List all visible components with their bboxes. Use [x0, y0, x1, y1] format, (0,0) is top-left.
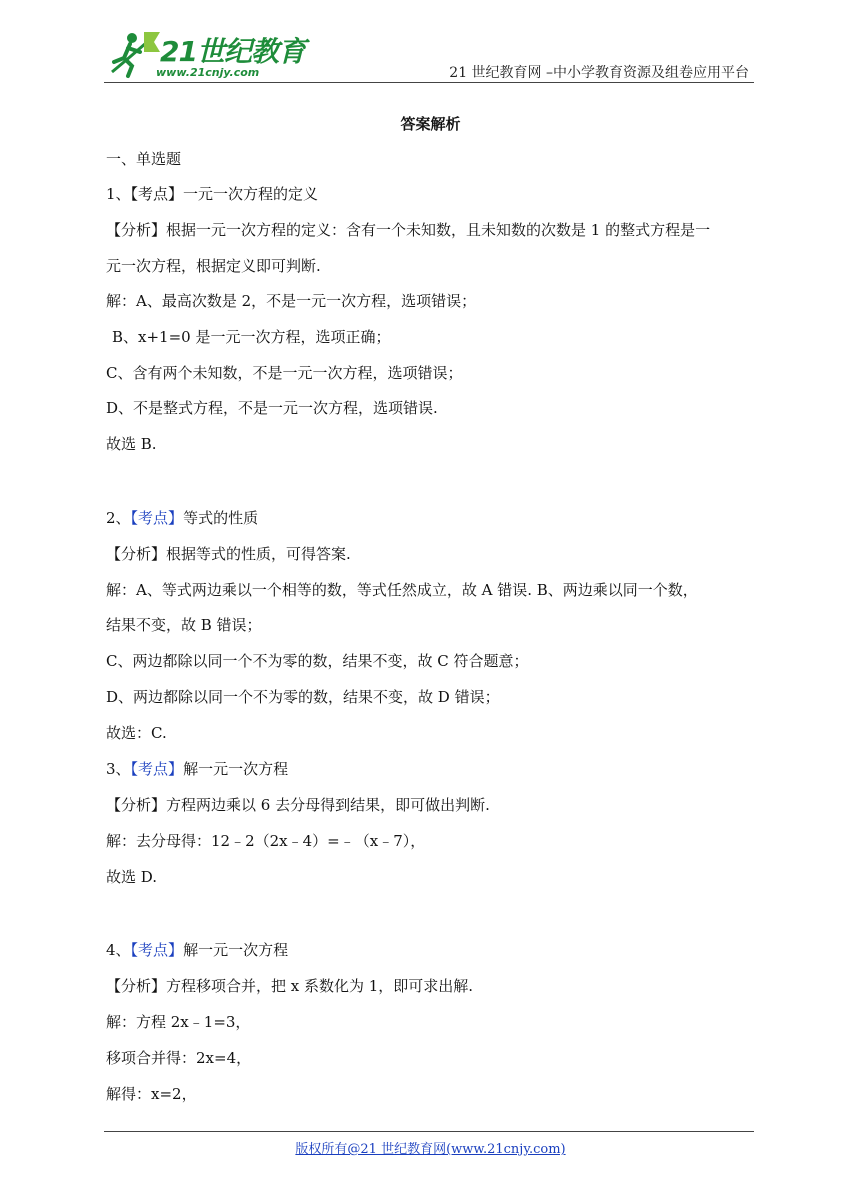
text-line: 【分析】根据一元一次方程的定义：含有一个未知数，且未知数的次数是 1 的整式方程是一 [106, 221, 711, 239]
text-line [106, 507, 258, 529]
footer-copyright-link[interactable]: 版权所有@21 世纪教育网(www.21cnjy.com) [295, 1142, 566, 1157]
text-line: D、两边都除以同一个不为零的数，结果不变，故 D 错误； [106, 688, 500, 706]
kaodian-tag: 【考点】 [130, 941, 184, 959]
text-line: 结果不变，故 B 错误； [106, 616, 262, 634]
text-line: 【分析】方程两边乘以 6 去分母得到结果，即可做出判断. [106, 796, 490, 814]
text-line: 【分析】方程移项合并，把 x 系数化为 1，即可求出解. [106, 977, 474, 995]
page-title: 答案解析 [400, 115, 461, 133]
text-line: 故选 D. [106, 868, 158, 886]
text-line: 一、单选题 [106, 150, 182, 168]
site-logo [104, 28, 305, 83]
text-line: 【分析】根据等式的性质，可得答案. [106, 545, 351, 563]
text-line: 元一次方程，根据定义即可判断. [106, 257, 321, 275]
kaodian-tag: 【考点】 [130, 509, 184, 527]
page-header [0, 0, 861, 90]
text-line: D、不是整式方程，不是一元一次方程，选项错误. [106, 399, 438, 417]
text-line: 故选 B. [106, 435, 157, 453]
header-divider [104, 82, 754, 83]
text-line: 解：A、等式两边乘以一个相等的数，等式任然成立，故 A 错误. B、两边乘以同一个数， [106, 581, 698, 599]
text-line [106, 758, 288, 780]
runner-logo-icon [104, 28, 164, 83]
kaodian-tag: 【考点】 [130, 760, 184, 778]
header-site-name: 21 世纪教育网 –中小学教育资源及组卷应用平台 [449, 65, 749, 81]
text-line: 解：A、最高次数是 2，不是一元一次方程，选项错误； [106, 292, 477, 310]
question-number: 3、 [106, 760, 131, 778]
text-line: 解：去分母得：12﹣2（2x﹣4）=﹣（x﹣7）， [106, 832, 426, 850]
question-number: 4、 [106, 941, 131, 959]
footer-divider [104, 1131, 754, 1132]
text-line: B、x+1=0 是一元一次方程，选项正确； [112, 328, 391, 346]
text-line: C、两边都除以同一个不为零的数，结果不变，故 C 符合题意； [106, 652, 529, 670]
kaodian-topic: 解一元一次方程 [183, 941, 289, 959]
text-line: 解：方程 2x﹣1=3， [106, 1013, 251, 1031]
text-line: 故选：C. [106, 724, 167, 742]
kaodian-topic: 等式的性质 [183, 509, 259, 527]
text-line [106, 939, 288, 961]
text-line: 1、【考点】一元一次方程的定义 [106, 185, 319, 203]
logo-brand-text: 21世纪教育 [160, 35, 305, 68]
logo-url-text: www.21cnjy.com [156, 66, 260, 79]
question-number: 2、 [106, 509, 131, 527]
text-line: C、含有两个未知数，不是一元一次方程，选项错误； [106, 364, 463, 382]
kaodian-topic: 解一元一次方程 [183, 760, 289, 778]
text-line: 解得：x=2， [106, 1085, 197, 1103]
text-line: 移项合并得：2x=4， [106, 1049, 252, 1067]
